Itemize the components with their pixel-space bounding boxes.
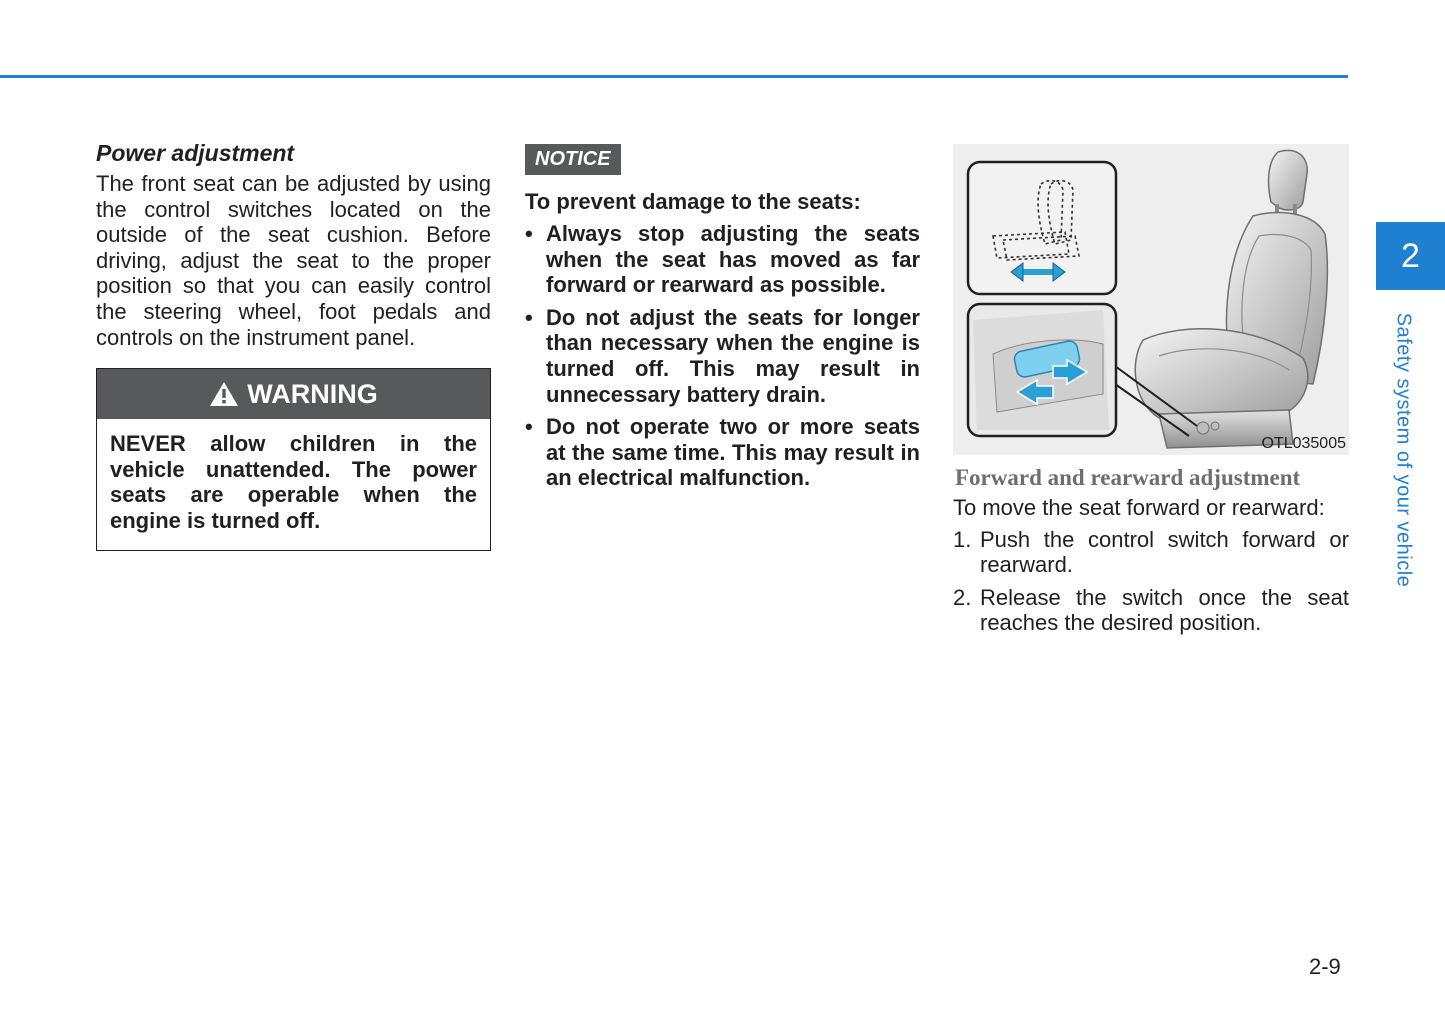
list-item (525, 305, 920, 407)
list-item (525, 414, 920, 491)
top-rule (0, 75, 1348, 78)
chapter-number: 2 (1401, 236, 1420, 275)
figure-code: OTL035005 (1261, 435, 1346, 452)
step-text: Release the switch once the seat reaches the desired position. (980, 584, 1349, 636)
bullet-icon: • (525, 221, 533, 246)
warning-triangle-icon (209, 381, 239, 407)
column-power-adjustment (96, 140, 491, 551)
step-number: 2. (953, 584, 972, 610)
warning-title: WARNING (247, 378, 378, 409)
notice-list (525, 221, 920, 491)
notice-badge: NOTICE (525, 144, 621, 175)
list-item (953, 585, 1349, 636)
list-item-text: Do not adjust the seats for longer than necessary when the engine is turned off. This may result in unnecessary battery drain. (546, 304, 920, 407)
list-item (953, 527, 1349, 578)
list-item-text: Always stop adjusting the seats when the seat has moved as far forward or rearward as possible. (546, 221, 920, 298)
notice-lead: To prevent damage to the seats: (525, 189, 861, 214)
seat-illustration (953, 144, 1349, 455)
warning-header (97, 369, 490, 419)
column-forward-rearward (953, 144, 1349, 643)
column-notice (525, 144, 920, 498)
step-number: 1. (953, 526, 972, 552)
bullet-icon: • (525, 414, 533, 440)
instructions-intro: To move the seat forward or rearward: (953, 495, 1325, 520)
section-body: The front seat can be adjusted by using the control switches located on the outside of the seat cushion. Before driving, adjust the seat to the proper position so that you can easily control the steering wheel, foot pedals and controls on the instrument panel. (96, 171, 491, 350)
bullet-icon: • (525, 304, 533, 330)
page-number: 2-9 (1309, 954, 1341, 979)
warning-box (96, 368, 491, 550)
warning-body: NEVER allow children in the vehicle unattended. The power seats are operable when the engine is turned off. (110, 431, 477, 533)
figure-caption: Forward and rearward adjustment (955, 465, 1301, 490)
steps-list (953, 527, 1349, 636)
seat-diagram-icon (953, 144, 1349, 455)
section-heading: Power adjustment (96, 140, 295, 166)
list-item (525, 221, 920, 298)
chapter-title: Safety system of your vehicle (1392, 312, 1415, 588)
chapter-tab (1376, 222, 1445, 290)
list-item-text: Do not operate two or more seats at the same time. This may result in an electrical malfunction. (546, 414, 920, 491)
step-text: Push the control switch forward or rearward. (980, 526, 1349, 578)
